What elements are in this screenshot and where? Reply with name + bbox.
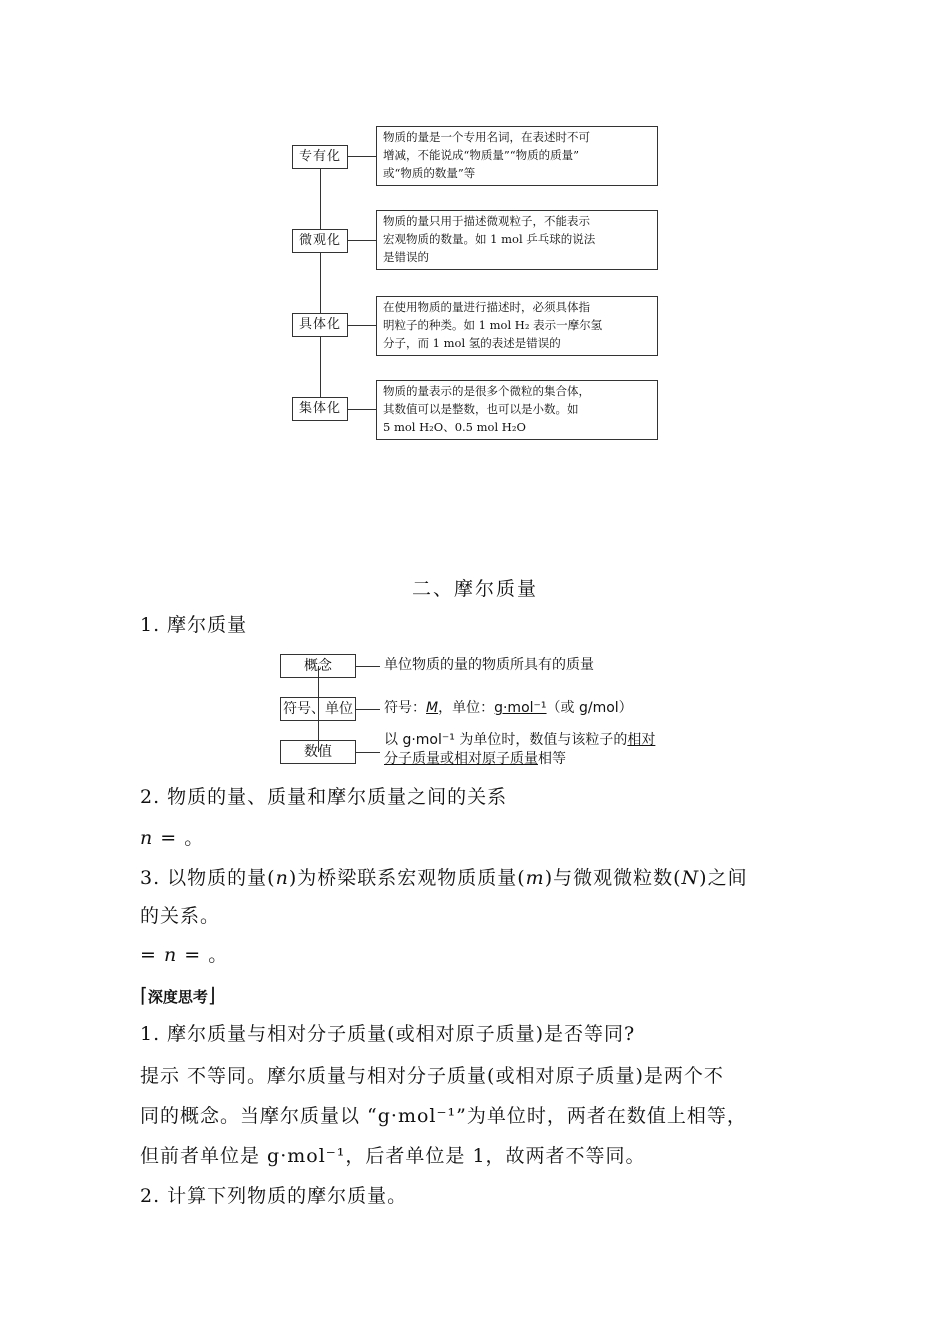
definition-text: 单位物质的量的物质所具有的质量 xyxy=(384,657,594,673)
right-bracket-icon: ⌋ xyxy=(207,983,216,1007)
section-title: 二、摩尔质量 xyxy=(411,578,538,600)
connector xyxy=(356,709,380,710)
text-part: （或 g/mol） xyxy=(546,700,633,716)
value-text xyxy=(384,731,655,769)
connector xyxy=(356,666,380,667)
text-part: ，单位： xyxy=(438,700,495,716)
desc-line: 其数值可以是整数，也可以是小数。如 xyxy=(383,402,579,416)
formula-2 xyxy=(140,942,228,968)
connector xyxy=(348,409,376,410)
desc-line: 宏观物质的数量。如 1 mol 乒乓球的说法 xyxy=(383,232,596,246)
variable: n xyxy=(140,827,154,849)
text-part: = xyxy=(140,944,164,966)
variable: m xyxy=(525,867,545,889)
answer-line: 提示 不等同。摩尔质量与相对分子质量(或相对原子质量)是两个不 xyxy=(140,1065,724,1087)
formula-1 xyxy=(140,825,204,851)
desc-line: 增减，不能说成“物质量”“物质的质量” xyxy=(383,148,580,162)
text-part: )与微观微粒数( xyxy=(544,867,682,889)
text-part: )之间 xyxy=(699,867,748,889)
symbol-unit-text xyxy=(384,699,633,718)
connector-vertical xyxy=(320,156,321,410)
desc-line: 物质的量只用于描述微观粒子，不能表示 xyxy=(383,214,590,228)
variable: n xyxy=(163,944,178,966)
deep-think-heading xyxy=(140,983,216,1007)
desc-line: 是错误的 xyxy=(383,250,429,264)
item-3-line-2: 的关系。 xyxy=(140,905,221,927)
desc-line: 分子，而 1 mol 氢的表述是错误的 xyxy=(383,336,561,350)
text-part: = 。 xyxy=(177,944,229,966)
diagram-description xyxy=(376,210,658,270)
text-part: 分子质量或相对原子质量 xyxy=(384,751,538,767)
heading-text: 深度思考 xyxy=(147,988,208,1006)
item-2-title: 2. 物质的量、质量和摩尔质量之间的关系 xyxy=(140,786,508,808)
connector xyxy=(348,156,376,157)
desc-line: 在使用物质的量进行描述时，必须具体指 xyxy=(383,300,590,314)
desc-line: 或“物质的数量”等 xyxy=(383,166,476,180)
desc-line: 明粒子的种类。如 1 mol H₂ 表示一摩尔氢 xyxy=(383,318,603,332)
text-part: 以 g·mol⁻¹ 为单位时，数值与该粒子的 xyxy=(384,732,628,748)
diagram-label: 符号、单位 xyxy=(280,697,356,721)
variable: n xyxy=(275,867,289,889)
text-part: )为桥梁联系宏观物质质量( xyxy=(288,867,526,889)
diagram-label: 数值 xyxy=(280,740,356,764)
item-3-line-1 xyxy=(140,865,748,891)
symbol: M xyxy=(426,700,439,716)
diagram-description xyxy=(376,380,658,440)
item-1-title: 1. 摩尔质量 xyxy=(140,614,248,636)
text-part: 相对 xyxy=(627,732,656,748)
text-part: 符号： xyxy=(384,700,426,716)
connector xyxy=(348,240,376,241)
variable: N xyxy=(681,867,700,889)
connector xyxy=(356,752,380,753)
text-part: 3. 以物质的量( xyxy=(140,867,276,889)
text-part: 相等 xyxy=(538,751,566,767)
answer-line: 同的概念。当摩尔质量以 “g·mol⁻¹”为单位时，两者在数值上相等， xyxy=(140,1105,747,1127)
unit: g·mol⁻¹ xyxy=(494,700,547,716)
question-2: 2. 计算下列物质的摩尔质量。 xyxy=(140,1185,408,1207)
diagram-description xyxy=(376,296,658,356)
text-part: = 。 xyxy=(153,827,205,849)
desc-line: 5 mol H₂O、0.5 mol H₂O xyxy=(383,420,526,434)
diagram-label: 概念 xyxy=(280,654,356,678)
diagram-label: 具体化 xyxy=(292,313,348,337)
diagram-label: 专有化 xyxy=(292,145,348,169)
diagram-label: 微观化 xyxy=(292,229,348,253)
desc-line: 物质的量是一个专用名词，在表述时不可 xyxy=(383,130,590,144)
desc-line: 物质的量表示的是很多个微粒的集合体， xyxy=(383,384,590,398)
diagram-description xyxy=(376,126,658,186)
left-bracket-icon: ⌈ xyxy=(140,983,148,1007)
connector xyxy=(348,325,376,326)
answer-line: 但前者单位是 g·mol⁻¹，后者单位是 1，故两者不等同。 xyxy=(140,1145,646,1167)
question-1: 1. 摩尔质量与相对分子质量(或相对原子质量)是否等同? xyxy=(140,1023,636,1045)
diagram-label: 集体化 xyxy=(292,397,348,421)
